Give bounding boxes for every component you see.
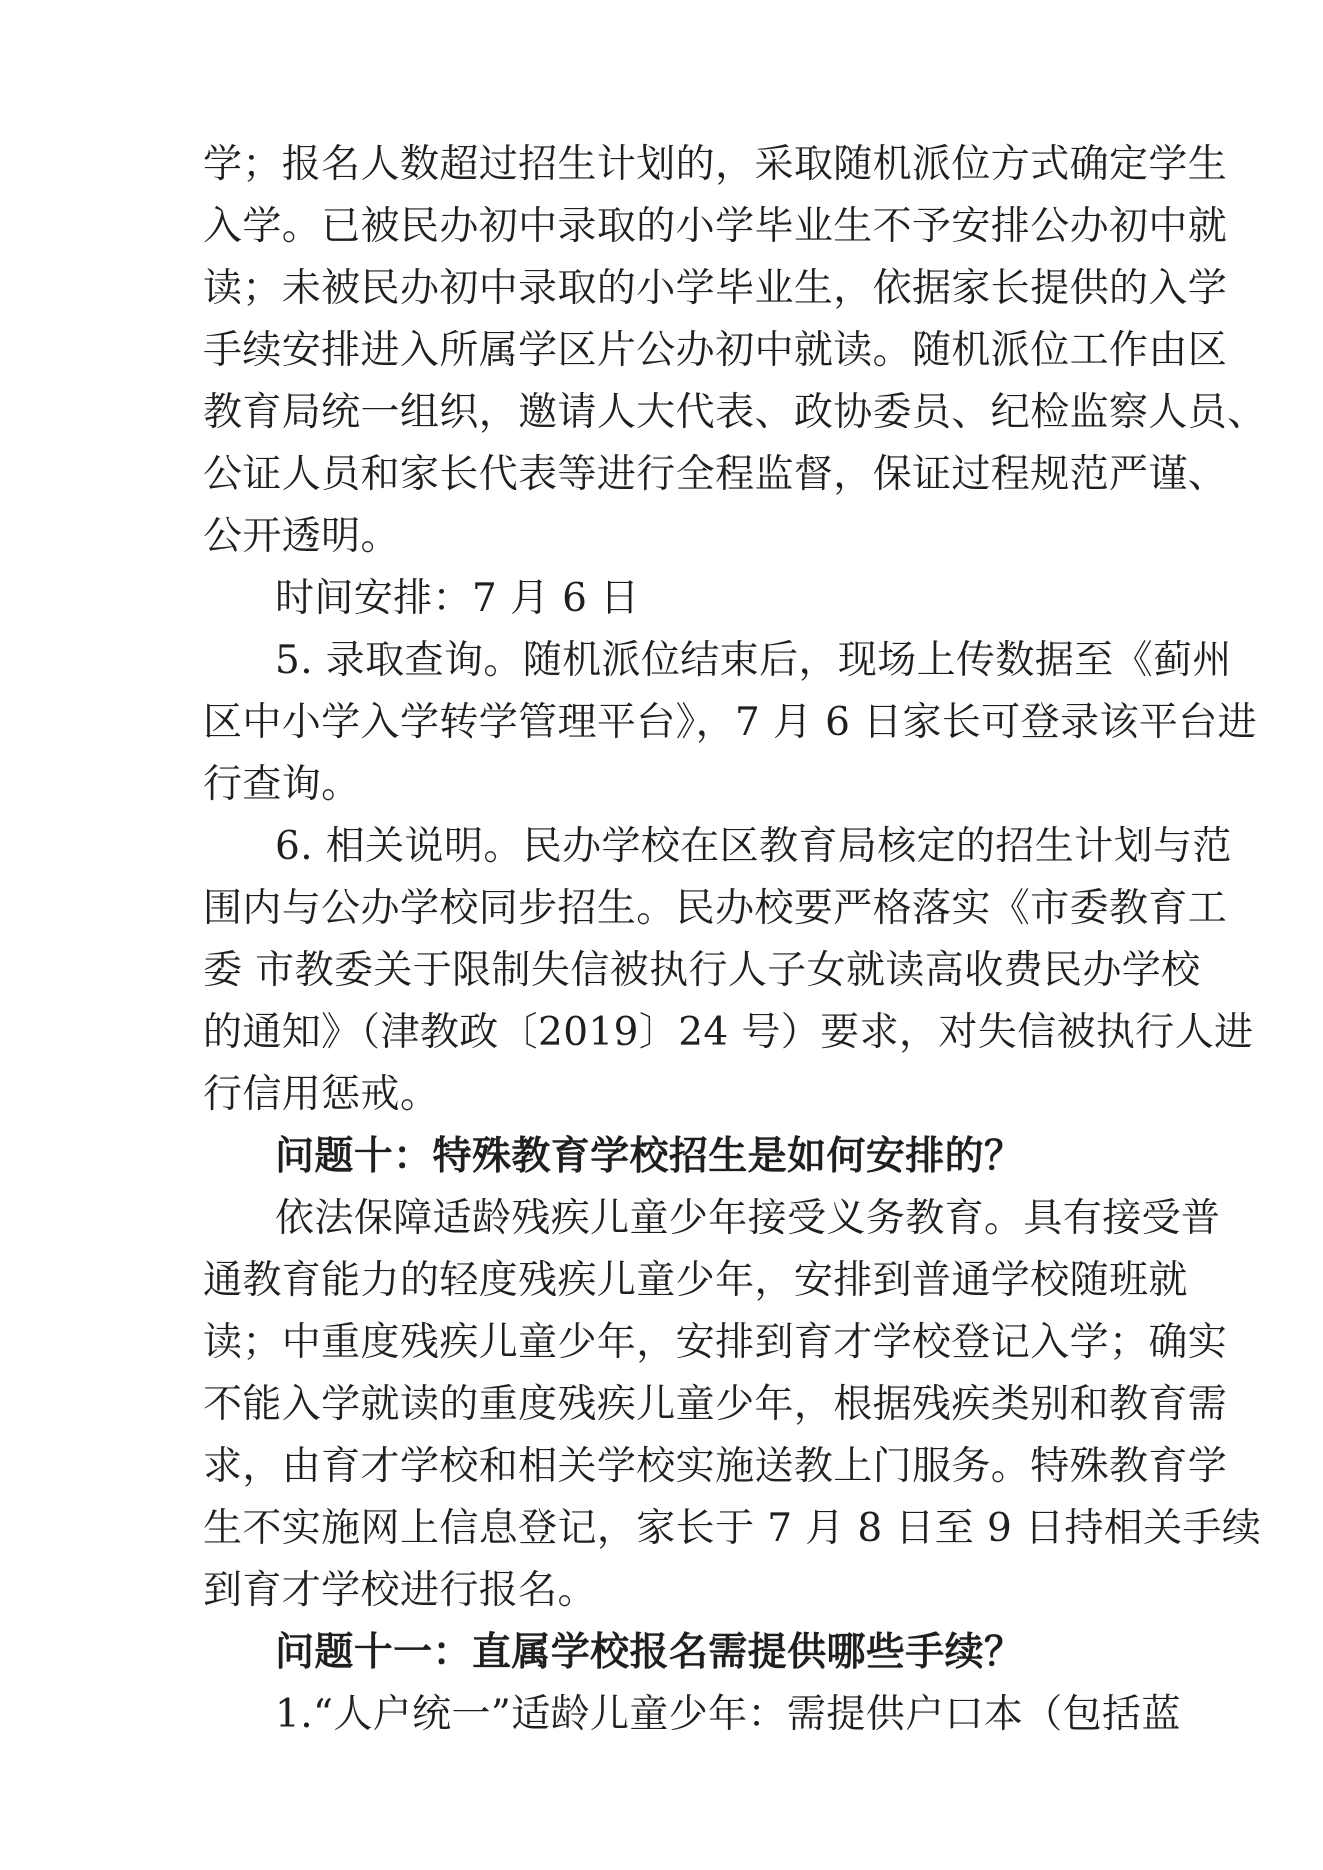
paragraph-line: 到育才学校进行报名。 (203, 1568, 597, 1613)
paragraph-line: 求，由育才学校和相关学校实施送教上门服务。特殊教育学 (203, 1444, 1228, 1489)
paragraph-line: 5. 录取查询。随机派位结束后，现场上传数据至《蓟州 (275, 638, 1232, 683)
paragraph-line: 行查询。 (203, 762, 361, 807)
section-heading: 问题十：特殊教育学校招生是如何安排的？ (275, 1134, 1024, 1179)
paragraph-line: 6. 相关说明。民办学校在区教育局核定的招生计划与范 (275, 824, 1232, 869)
paragraph-line: 1.“人户统一”适龄儿童少年：需提供户口本（包括蓝 (275, 1692, 1181, 1737)
paragraph-line: 不能入学就读的重度残疾儿童少年，根据残疾类别和教育需 (203, 1382, 1228, 1427)
paragraph-line: 学；报名人数超过招生计划的，采取随机派位方式确定学生 (203, 142, 1228, 187)
paragraph-line: 委 市教委关于限制失信被执行人子女就读高收费民办学校 (203, 948, 1201, 993)
paragraph-line: 行信用惩戒。 (203, 1072, 440, 1117)
paragraph-line: 围内与公办学校同步招生。民办校要严格落实《市委教育工 (203, 886, 1228, 931)
paragraph-line: 手续安排进入所属学区片公办初中就读。随机派位工作由区 (203, 328, 1228, 373)
paragraph-line: 通教育能力的轻度残疾儿童少年，安排到普通学校随班就 (203, 1258, 1188, 1303)
paragraph-line: 公证人员和家长代表等进行全程监督，保证过程规范严谨、 (203, 452, 1228, 497)
paragraph-line: 生不实施网上信息登记，家长于 7 月 8 日至 9 日持相关手续 (203, 1506, 1262, 1551)
paragraph-line: 依法保障适龄残疾儿童少年接受义务教育。具有接受普 (275, 1196, 1221, 1241)
paragraph-line: 公开透明。 (203, 514, 400, 559)
paragraph-line: 教育局统一组织，邀请人大代表、政协委员、纪检监察人员、 (203, 390, 1267, 435)
schedule-line: 时间安排：7 月 6 日 (275, 576, 640, 621)
paragraph-line: 读；中重度残疾儿童少年，安排到育才学校登记入学；确实 (203, 1320, 1228, 1365)
paragraph-line: 读；未被民办初中录取的小学毕业生，依据家长提供的入学 (203, 266, 1228, 311)
paragraph-line: 入学。已被民办初中录取的小学毕业生不予安排公办初中就 (203, 204, 1228, 249)
section-heading: 问题十一：直属学校报名需提供哪些手续？ (275, 1630, 1024, 1675)
paragraph-line: 区中小学入学转学管理平台》，7 月 6 日家长可登录该平台进 (203, 700, 1258, 745)
paragraph-line: 的通知》（津教政〔2019〕24 号）要求，对失信被执行人进 (203, 1010, 1254, 1055)
